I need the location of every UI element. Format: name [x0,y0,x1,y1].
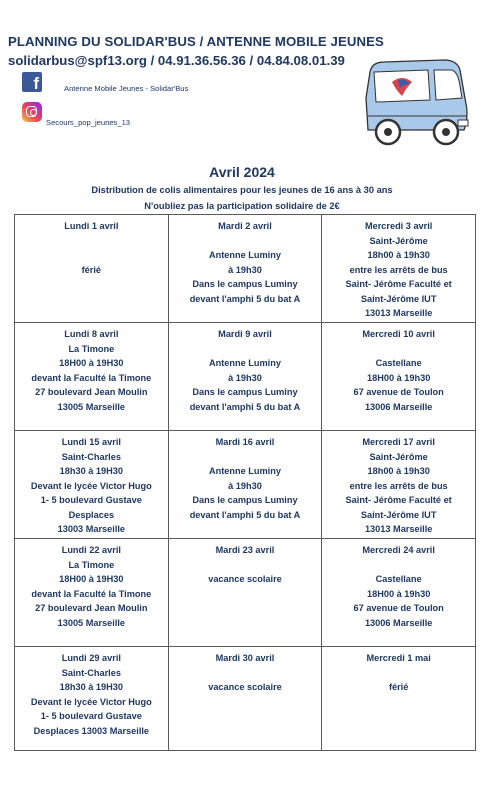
schedule-line: 13013 Marseille [364,308,433,318]
schedule-line: Antenne Luminy [208,250,281,260]
schedule-cell [15,323,169,431]
schedule-day: Mardi 9 avril [218,329,272,339]
schedule-line: 18h00 à 19h30 [367,250,430,260]
schedule-line: Desplaces [68,509,115,520]
instagram-label: Secours_pop_jeunes_13 [46,118,131,127]
subtitle-distribution: Distribution de colis alimentaires pour les jeunes de 16 ans à 30 ans [91,185,393,195]
schedule-line: Saint- Jérôme Faculté et [345,495,452,505]
schedule-cell [15,647,169,751]
schedule-line: vacance scolaire [208,574,282,584]
schedule-line: devant l'amphi 5 du bat A [189,401,301,412]
schedule-line: 18H00 à 19H30 [59,358,124,368]
schedule-line: Saint-Jérôme [369,235,428,246]
schedule-cell [15,539,169,647]
schedule-day: Mercredi 1 mai [366,653,431,663]
schedule-row [15,431,476,539]
schedule-cell [322,647,476,751]
schedule-line: devant l'amphi 5 du bat A [189,293,301,304]
schedule-line: La Timone [68,559,115,570]
schedule-line: entre les arrêts de bus [349,264,448,275]
schedule-line: Devant le lycée Victor Hugo [30,480,152,491]
schedule-line: Saint- Jérôme Faculté et [345,279,452,289]
schedule-line: férié [388,682,409,692]
schedule-line: à 19h30 [228,372,262,383]
schedule-line: La Timone [68,343,115,354]
schedule-line: 67 avenue de Toulon [353,603,444,613]
schedule-cell [322,431,476,539]
schedule-line: 13005 Marseille [57,617,126,628]
schedule-cell [168,215,322,323]
schedule-cell [15,215,169,323]
schedule-line: 13013 Marseille [364,524,433,534]
schedule-cell [322,215,476,323]
schedule-spacer [171,234,320,249]
schedule-line: Saint-Jérôme IUT [360,509,437,520]
schedule-line: Saint-Jérôme [369,451,428,462]
schedule-day: Mercredi 24 avril [362,545,435,555]
schedule-line: Castellane [375,574,422,584]
schedule-line: Desplaces 13003 Marseille [33,725,150,736]
facebook-icon: f [22,72,42,92]
schedule-spacer [171,558,320,573]
schedule-line: vacance scolaire [208,682,282,692]
schedule-line: Saint-Jérôme IUT [360,293,437,304]
schedule-line: 18H00 à 19H30 [59,574,124,584]
schedule-line: 27 boulevard Jean Moulin [35,387,148,397]
schedule-cell [322,539,476,647]
schedule-spacer [171,450,320,465]
schedule-line: 13006 Marseille [364,617,433,628]
schedule-spacer [324,558,473,573]
schedule-line: Devant le lycée Victor Hugo [30,696,152,707]
schedule-day: Lundi 22 avril [61,545,121,555]
schedule-line: Antenne Luminy [208,358,281,368]
schedule-row [15,323,476,431]
schedule-day: Lundi 15 avril [61,437,121,447]
schedule-cell [168,539,322,647]
schedule-line: férié [81,264,102,275]
schedule-cell [168,323,322,431]
month-heading: Avril 2024 [209,164,275,180]
schedule-line: 67 avenue de Toulon [353,387,444,397]
schedule-day: Lundi 1 avril [64,221,119,231]
schedule-spacer [324,666,473,681]
facebook-link[interactable] [22,70,188,93]
instagram-icon [22,102,42,122]
schedule-line: devant l'amphi 5 du bat A [189,509,301,520]
schedule-day: Mercredi 17 avril [362,437,435,447]
facebook-label: Antenne Mobile Jeunes - Solidar'Bus [64,84,189,93]
schedule-line: 1- 5 boulevard Gustave [40,711,142,721]
schedule-line: Dans le campus Luminy [192,279,298,289]
schedule-line: 18h30 à 19H30 [59,466,123,476]
schedule-cell [168,647,322,751]
schedule-spacer [171,342,320,357]
schedule-line: Dans le campus Luminy [192,495,298,505]
schedule-day: Mercredi 3 avril [364,221,433,231]
schedule-spacer [17,248,166,263]
schedule-day: Mardi 30 avril [215,653,275,663]
schedule-line: 13005 Marseille [57,401,126,412]
instagram-link[interactable] [22,96,130,127]
schedule-cell [322,323,476,431]
schedule-day: Mercredi 10 avril [362,329,435,339]
schedule-cell [168,431,322,539]
schedule-line: 1- 5 boulevard Gustave [40,495,142,505]
schedule-line: 18h00 à 19h30 [367,466,430,476]
schedule-line: à 19h30 [228,480,262,491]
contact-line: solidarbus@spf13.org / 04.91.36.56.36 / 04.84.08.01.39 [8,53,345,68]
schedule-line: Castellane [375,358,422,368]
subtitle-participation: N'oubliez pas la participation solidaire de 2€ [144,201,340,211]
schedule-table [14,214,476,751]
schedule-line: 13003 Marseille [57,524,126,534]
page-title: PLANNING DU SOLIDAR'BUS / ANTENNE MOBILE JEUNES [8,34,384,49]
schedule-line: devant la Faculté la Timone [31,372,152,383]
schedule-line: entre les arrêts de bus [349,480,448,491]
schedule-day: Mardi 16 avril [215,437,275,447]
schedule-row [15,215,476,323]
bus-illustration [362,58,472,148]
schedule-line: Saint-Charles [61,667,121,678]
schedule-line: 18H00 à 19h30 [366,372,431,383]
schedule-day: Lundi 8 avril [64,329,119,339]
schedule-line: devant la Faculté la Timone [31,588,152,599]
schedule-line: Saint-Charles [61,451,121,462]
schedule-line: 18H00 à 19h30 [366,588,431,599]
schedule-line: Antenne Luminy [208,466,281,476]
schedule-spacer [324,342,473,357]
schedule-spacer [17,234,166,249]
schedule-line: à 19h30 [228,264,262,275]
schedule-row [15,647,476,751]
schedule-line: 13006 Marseille [364,401,433,412]
schedule-day: Lundi 29 avril [61,653,121,663]
schedule-line: 27 boulevard Jean Moulin [35,603,148,613]
schedule-line: 18h30 à 19H30 [59,682,123,692]
schedule-cell [15,431,169,539]
schedule-spacer [171,666,320,681]
schedule-day: Mardi 23 avril [215,545,275,555]
schedule-line: Dans le campus Luminy [192,387,298,397]
schedule-day: Mardi 2 avril [218,221,272,231]
schedule-row [15,539,476,647]
